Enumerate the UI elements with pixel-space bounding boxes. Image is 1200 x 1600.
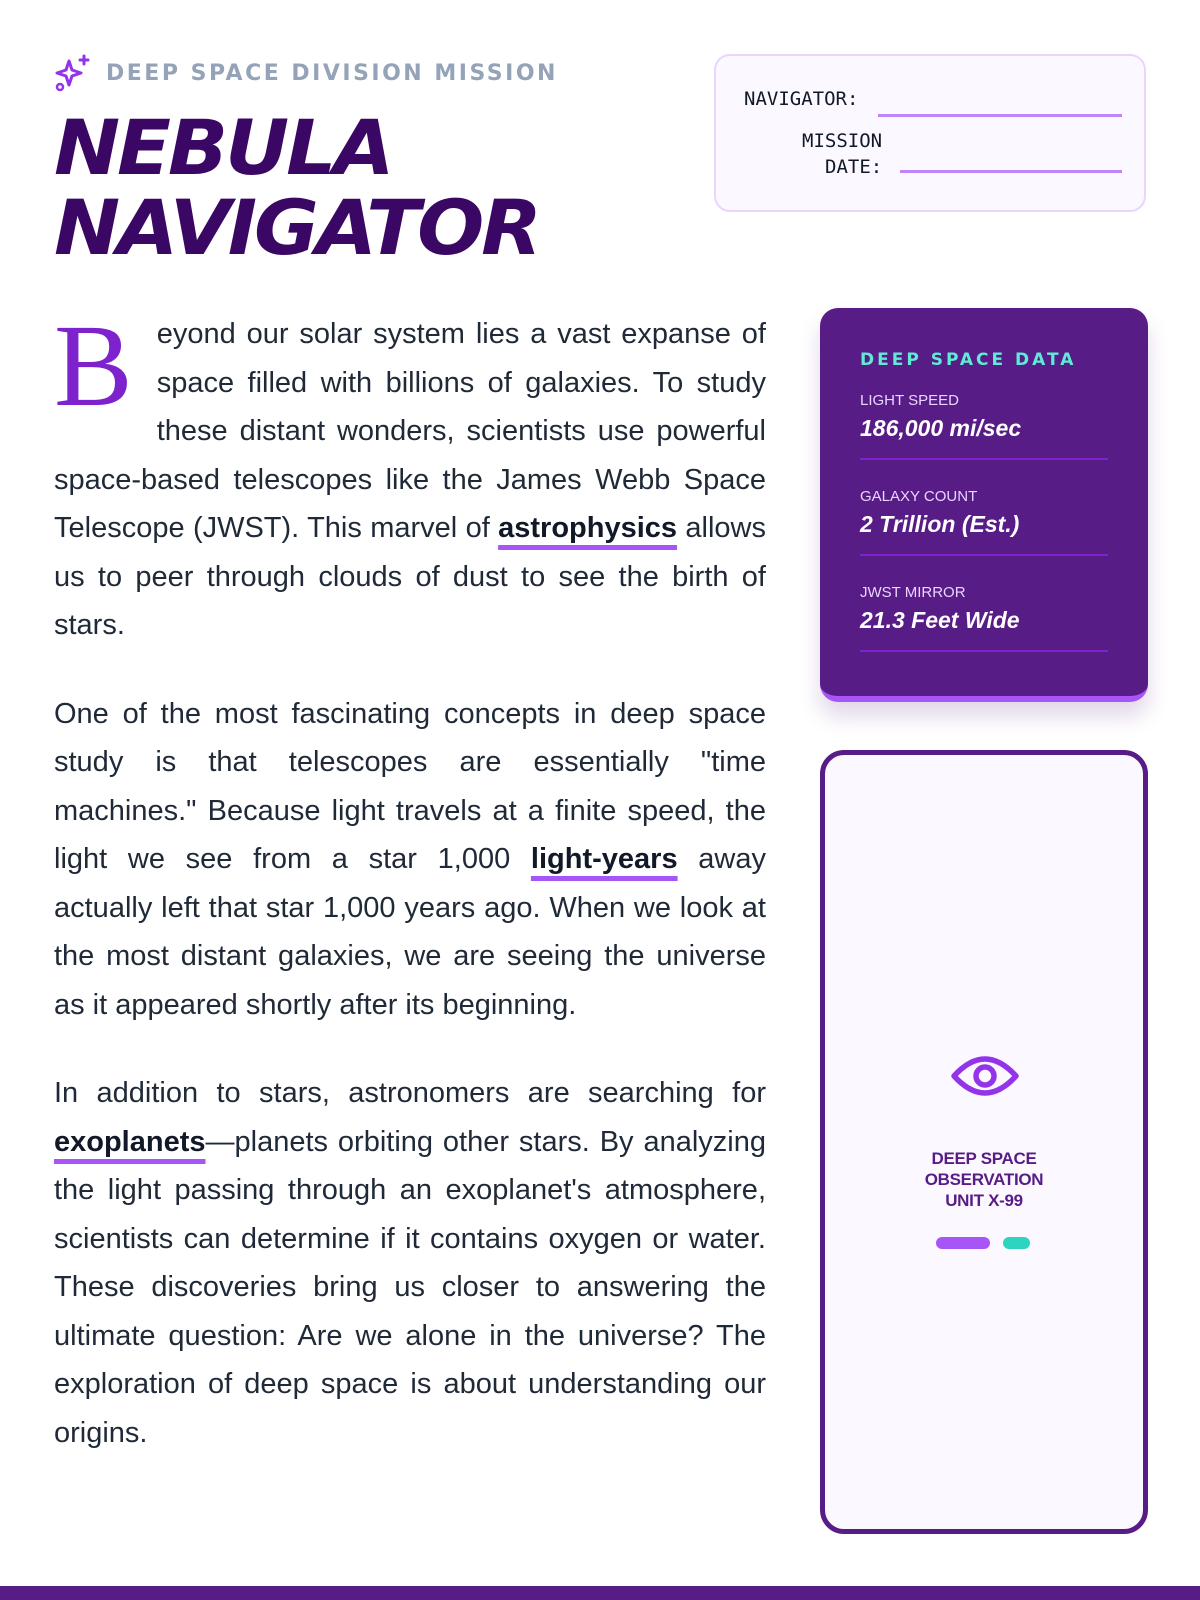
paragraph-text: eyond our solar system lies a vast expanse of space filled with billions of galaxies. To study these distant wonders, scientists use powerful space-based telescopes like the James Webb Space Telescope (JWST). This marvel of (54, 318, 766, 544)
title-line-2: NAVIGATOR (54, 183, 539, 272)
stat-galaxy-count (860, 488, 1108, 556)
date-label: DATE: (825, 156, 883, 178)
unit-label-line-1: DEEP SPACE (931, 1149, 1037, 1168)
status-pill-teal (1003, 1237, 1030, 1249)
unit-label-line-2: OBSERVATION (924, 1170, 1044, 1189)
status-pill-purple (936, 1237, 990, 1249)
paragraph-text: One of the most fascinating concepts in deep space study is that telescopes are essentially "time machines." Because light travels at a finite speed, the light we see from a star 1,000 (54, 697, 766, 875)
footer-bar (0, 1586, 1200, 1600)
eye-icon (950, 1051, 1020, 1106)
mission-label: MISSION (802, 130, 883, 152)
stat-value: 186,000 mi/sec (860, 415, 1022, 441)
observation-unit-card (820, 750, 1148, 1534)
kicker-text: DEEP SPACE DIVISION MISSION (106, 60, 558, 86)
stat-label: JWST MIRROR (860, 584, 966, 601)
unit-label-line-3: UNIT X-99 (945, 1191, 1023, 1210)
sparkles-icon (54, 54, 92, 92)
paragraph-1 (54, 300, 766, 650)
mission-form-card (714, 54, 1146, 212)
mission-date-field[interactable] (900, 170, 1122, 173)
stat-value: 21.3 Feet Wide (860, 607, 1020, 633)
stat-value: 2 Trillion (Est.) (860, 511, 1020, 537)
deep-space-data-card (820, 308, 1148, 702)
stat-label: LIGHT SPEED (860, 392, 959, 409)
page-title (54, 103, 539, 272)
stat-light-speed (860, 392, 1108, 460)
paragraph-text: allows us to peer through clouds of dust to see the birth of stars. (54, 512, 766, 641)
mission-kicker (54, 54, 558, 92)
glossary-term-light-years[interactable]: light-years (530, 843, 678, 875)
title-line-1: NEBULA (54, 103, 392, 192)
article-body (54, 300, 766, 1497)
unit-label (825, 1148, 1143, 1211)
navigator-field[interactable] (878, 114, 1122, 117)
glossary-term-exoplanets[interactable]: exoplanets (54, 1125, 206, 1158)
paragraph-text: away actually left that star 1,000 years ago. When we look at the most distant galaxies, we are seeing the universe as it appeared shortly after its beginning. (54, 843, 766, 1021)
drop-cap: B (54, 300, 133, 431)
glossary-term-astrophysics[interactable]: astrophysics (498, 512, 678, 544)
stat-jwst-mirror (860, 584, 1108, 652)
paragraph-text: —planets orbiting other stars. By analyzing the light passing through an exoplanet's atmosphere, scientists can determine if it contains oxygen or water. These discoveries bring us closer to answering the ultimate question: Are we alone in the universe? The exploration of deep space is about understanding our origins. (54, 1125, 766, 1449)
paragraph-text: In addition to stars, astronomers are searching for (54, 1077, 766, 1109)
paragraph-3 (54, 1069, 766, 1457)
data-card-title: DEEP SPACE DATA (860, 350, 1077, 370)
stat-label: GALAXY COUNT (860, 488, 978, 505)
navigator-label: NAVIGATOR: (744, 88, 859, 110)
paragraph-2 (54, 690, 766, 1030)
